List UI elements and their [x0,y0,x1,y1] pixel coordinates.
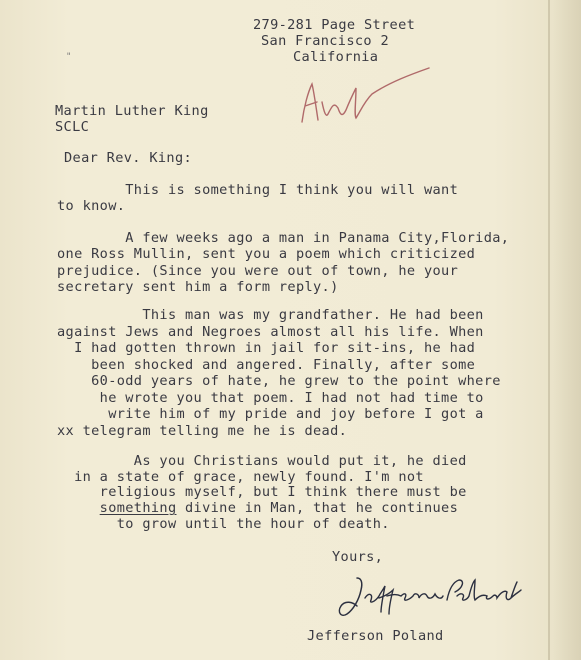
address-line: San Francisco 2 [261,33,390,49]
paper-fold [548,0,550,660]
salutation: Dear Rev. King: [64,150,193,166]
handwritten-signature [335,572,525,622]
address-line: California [293,49,379,65]
paragraph-line: to grow until the hour of death. [57,515,390,532]
paragraph-line: This is something I think you will want [57,182,459,198]
recipient-org: SCLC [55,119,90,135]
paragraph-line: xx telegram telling me he is dead. [57,422,348,439]
line-indent [57,500,100,516]
paragraph-line: write him of my pride and joy before I got a [57,406,484,422]
paragraph-2 [57,230,509,295]
paper-mark: " [66,52,72,62]
paragraph-3 [57,307,501,439]
paragraph-line: in a state of grace, newly found. I'm not [57,468,424,485]
closing: Yours, [332,549,384,565]
paragraph-line: against Jews and Negroes almost all his life. When [57,323,484,340]
typed-signature-name: Jefferson Poland [307,628,444,644]
paragraph-line: A few weeks ago a man in Panama City,Florida, [57,230,510,246]
paragraph-line [57,501,467,517]
paragraph-line: This man was my grandfather. He had been [57,307,484,323]
paper-edge-shadow [553,0,581,660]
recipient-name: Martin Luther King [55,103,209,119]
paragraph-line: one Ross Mullin, sent you a poem which criticized [57,246,476,263]
recipient-block [55,103,209,135]
paragraph-line: prejudice. (Since you were out of town, he your [57,262,459,279]
sender-address [253,17,415,65]
paragraph-line: secretary sent him a form reply.) [57,278,339,295]
paragraph-1 [57,182,458,214]
paragraph-line: been shocked and angered. Finally, after some [57,356,476,373]
paragraph-line: to know. [57,198,126,214]
paragraph-line: I had gotten thrown in jail for sit-ins, he had [57,340,476,356]
paragraph-4 [57,454,467,533]
paragraph-line: As you Christians would put it, he died [57,453,467,469]
paragraph-line: he wrote you that poem. I had not had time to [57,389,484,406]
paragraph-line: 60-odd years of hate, he grew to the point where [57,373,501,389]
handwritten-initials [294,62,434,132]
underlined-word: something [99,500,177,517]
paragraph-line: religious myself, but I think there must be [57,484,467,501]
line-rest: divine in Man, that he continues [176,500,459,517]
address-line: 279-281 Page Street [253,17,416,33]
